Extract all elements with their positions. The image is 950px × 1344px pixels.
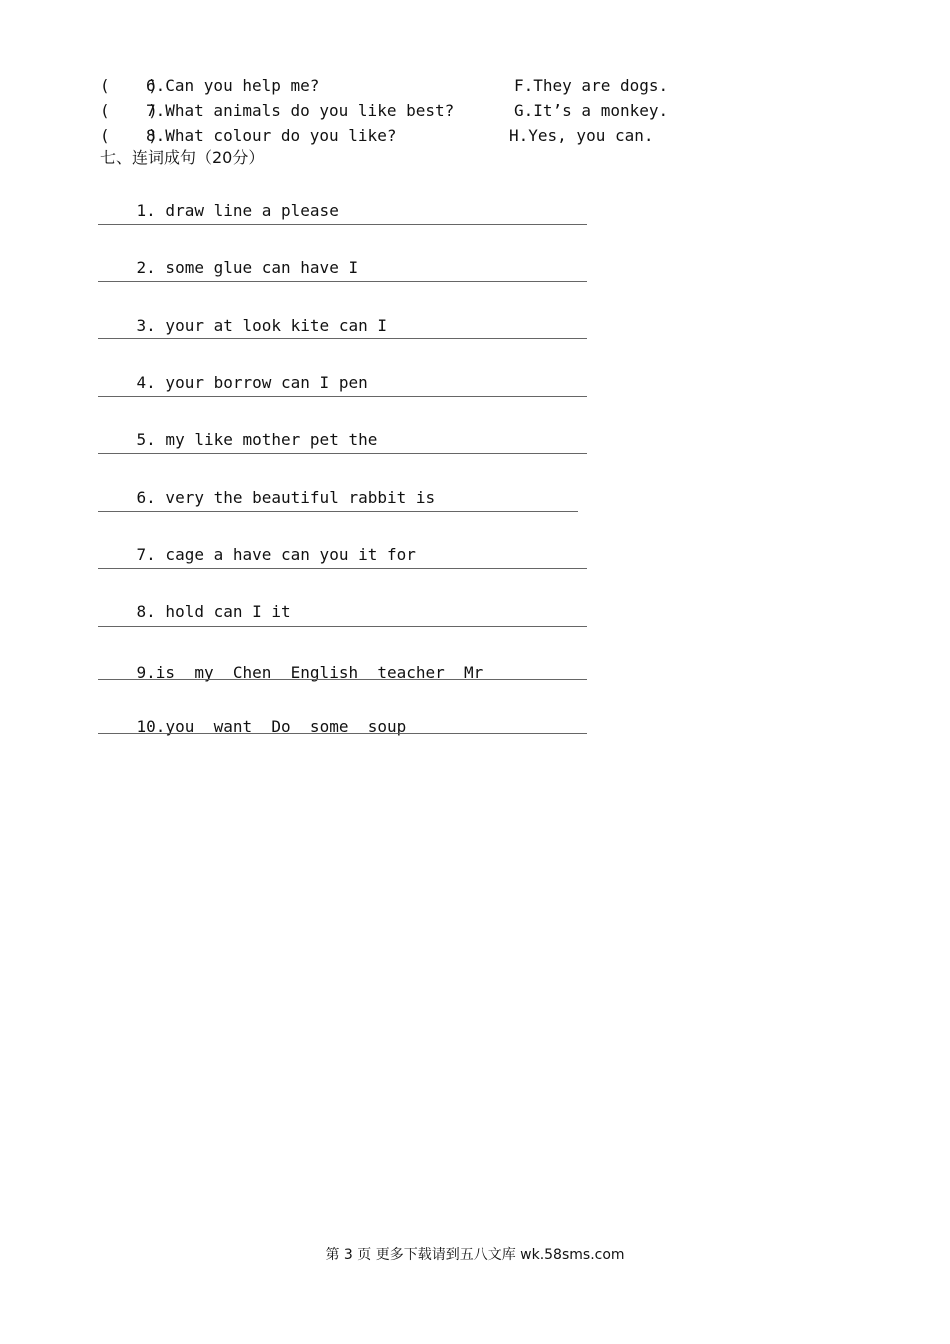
item-number: 4. — [136, 373, 156, 392]
item-number: 10. — [136, 717, 166, 736]
matching-answer: H.Yes, you can. — [509, 126, 654, 145]
item-words: draw line a please — [155, 201, 339, 220]
item-number: 1. — [136, 201, 156, 220]
answer-bracket: ( ) — [100, 76, 158, 95]
answer-line-10[interactable] — [98, 733, 587, 734]
item-number: 3. — [136, 316, 156, 335]
matching-question: 8.What colour do you like? — [146, 126, 397, 145]
item-number: 7. — [136, 545, 156, 564]
matching-row-6 — [100, 74, 800, 98]
item-words: hold can I it — [155, 602, 291, 621]
page-footer: 第 3 页 更多下载请到五八文库 wk.58sms.com — [325, 1247, 625, 1263]
answer-line-2[interactable] — [98, 281, 587, 282]
item-words: your borrow can I pen — [155, 373, 368, 392]
item-number: 5. — [136, 430, 156, 449]
item-words: my like mother pet the — [155, 430, 378, 449]
item-words: very the beautiful rabbit is — [155, 488, 436, 507]
sentence-item-10 — [98, 691, 406, 763]
matching-answer: G.It’s a monkey. — [514, 101, 669, 120]
answer-bracket: ( ) — [100, 101, 158, 120]
matching-row-7 — [100, 99, 800, 123]
section-title: 七、连词成句（20分） — [100, 148, 265, 167]
matching-question: 7.What animals do you like best? — [146, 101, 455, 120]
answer-line-6[interactable] — [98, 511, 578, 512]
item-number: 2. — [136, 258, 156, 277]
answer-line-9[interactable] — [98, 679, 587, 680]
matching-answer: F.They are dogs. — [514, 76, 669, 95]
matching-row-8 — [100, 124, 800, 148]
item-words: some glue can have I — [155, 258, 359, 277]
item-words: cage a have can you it for — [155, 545, 416, 564]
item-number: 8. — [136, 602, 156, 621]
item-words: is my Chen English teacher Mr — [155, 663, 484, 682]
answer-line-8[interactable] — [98, 626, 587, 627]
answer-line-3[interactable] — [98, 338, 587, 339]
item-words: you want Do some soup — [165, 717, 407, 736]
answer-line-7[interactable] — [98, 568, 587, 569]
answer-bracket: ( ) — [100, 126, 158, 145]
answer-line-5[interactable] — [98, 453, 587, 454]
item-number: 6. — [136, 488, 156, 507]
item-number: 9. — [136, 663, 156, 682]
item-words: your at look kite can I — [155, 316, 387, 335]
answer-line-1[interactable] — [98, 224, 587, 225]
answer-line-4[interactable] — [98, 396, 587, 397]
matching-question: 6.Can you help me? — [146, 76, 320, 95]
